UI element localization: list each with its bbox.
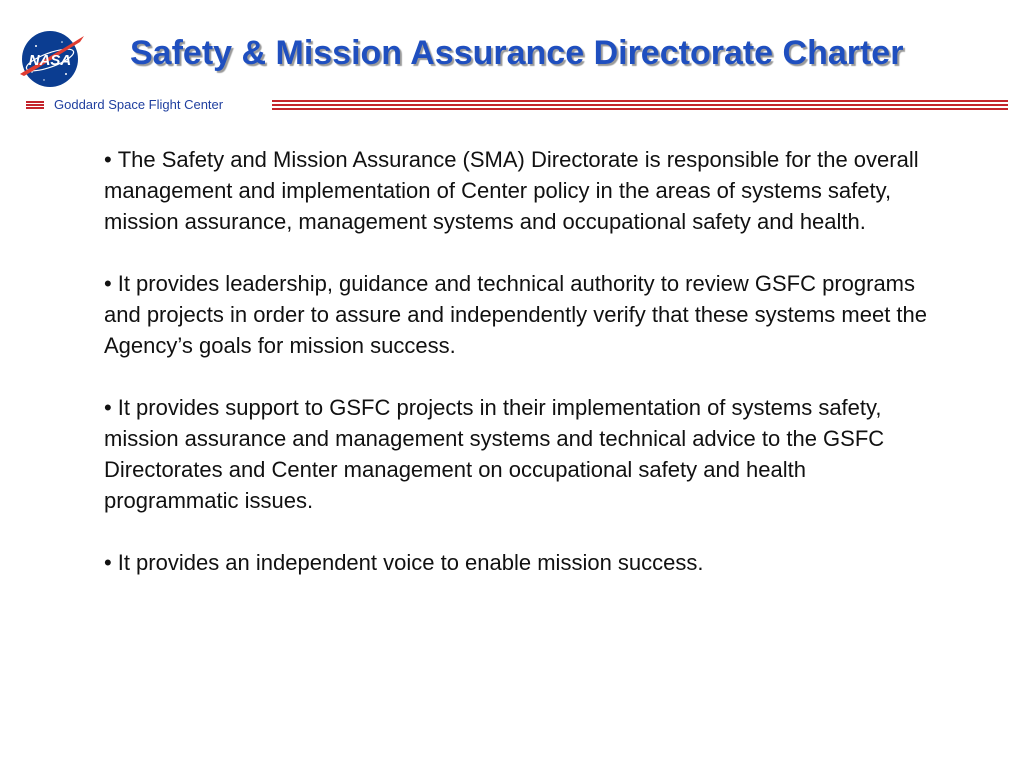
bullet-symbol: • xyxy=(104,147,112,172)
nasa-logo-text: NASA xyxy=(28,52,72,69)
bullet-text: It provides leadership, guidance and technical authority to review GSFC programs and projects in order to assure and independently verify that these systems meet the Agency’s goals for mission success. xyxy=(104,271,928,358)
bullet-point xyxy=(104,268,934,361)
bullet-point xyxy=(104,144,934,237)
charter-content xyxy=(104,144,934,609)
bullet-symbol: • xyxy=(104,395,112,420)
bullet-text: It provides an independent voice to enable mission success. xyxy=(117,550,704,575)
center-name: Goddard Space Flight Center xyxy=(54,97,224,112)
left-stripes xyxy=(26,101,44,109)
bullet-text: It provides support to GSFC projects in their implementation of systems safety, mission assurance and management systems and technical advice to the GSFC Directorates and Center management on occupational safety and health programmatic issues. xyxy=(104,395,885,513)
page-title: Safety & Mission Assurance Directorate Charter xyxy=(130,34,904,72)
bullet-point xyxy=(104,392,934,516)
bullet-symbol: • xyxy=(104,271,112,296)
bullet-text: The Safety and Mission Assurance (SMA) Directorate is responsible for the overall management and implementation of Center policy in the areas of systems safety, mission assurance, management systems and occupational safety and health. xyxy=(104,147,919,234)
header-bar xyxy=(0,97,1024,113)
nasa-logo-icon xyxy=(14,28,88,90)
bullet-point xyxy=(104,547,934,578)
right-stripes xyxy=(272,100,1008,110)
bullet-symbol: • xyxy=(104,550,112,575)
